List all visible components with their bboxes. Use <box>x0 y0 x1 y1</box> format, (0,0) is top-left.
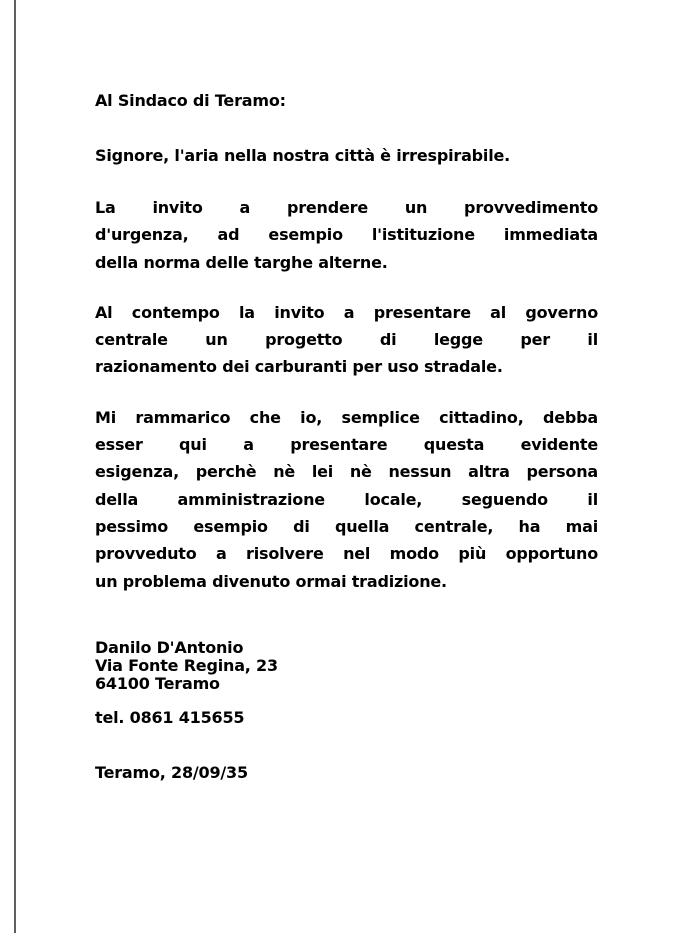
letter-content <box>95 87 598 782</box>
paragraph-line: razionamento dei carburanti per uso stradale. <box>95 357 503 377</box>
paragraph-line: Al contempo la invito a presentare al governo <box>95 302 598 322</box>
paragraph-2 <box>95 299 598 381</box>
paragraph-line: esser qui a presentare questa evidente <box>95 435 598 455</box>
paragraph-3 <box>95 404 598 595</box>
paragraph-line: Mi rammarico che io, semplice cittadino, debba <box>95 407 598 427</box>
signature-address-line1: Via Fonte Regina, 23 <box>95 655 278 675</box>
scan-edge-line <box>14 0 16 933</box>
paragraph-line: provveduto a risolvere nel modo più opportuno <box>95 544 598 564</box>
phone-line: tel. 0861 415655 <box>95 707 245 727</box>
paragraph-1 <box>95 194 598 276</box>
paragraph-line: centrale un progetto di legge per il <box>95 330 598 350</box>
signature-name: Danilo D'Antonio <box>95 637 244 657</box>
salutation: Al Sindaco di Teramo: <box>95 91 286 110</box>
paragraph-line: un problema divenuto ormai tradizione. <box>95 571 447 591</box>
paragraph-line: La invito a prendere un provvedimento <box>95 198 598 217</box>
dateline: Teramo, 28/09/35 <box>95 762 248 782</box>
paragraph-line: della amministrazione locale, seguendo il <box>95 489 598 509</box>
opening-line: Signore, l'aria nella nostra città è irrespirabile. <box>95 146 511 165</box>
paragraph-line: pessimo esempio di quella centrale, ha mai <box>95 516 598 536</box>
signature-address-line2: 64100 Teramo <box>95 673 220 693</box>
paragraph-line: d'urgenza, ad esempio l'istituzione immediata <box>95 225 598 245</box>
signature-block <box>95 639 598 693</box>
paragraph-line: della norma delle targhe alterne. <box>95 252 388 272</box>
paragraph-line: esigenza, perchè nè lei nè nessun altra persona <box>95 462 598 482</box>
